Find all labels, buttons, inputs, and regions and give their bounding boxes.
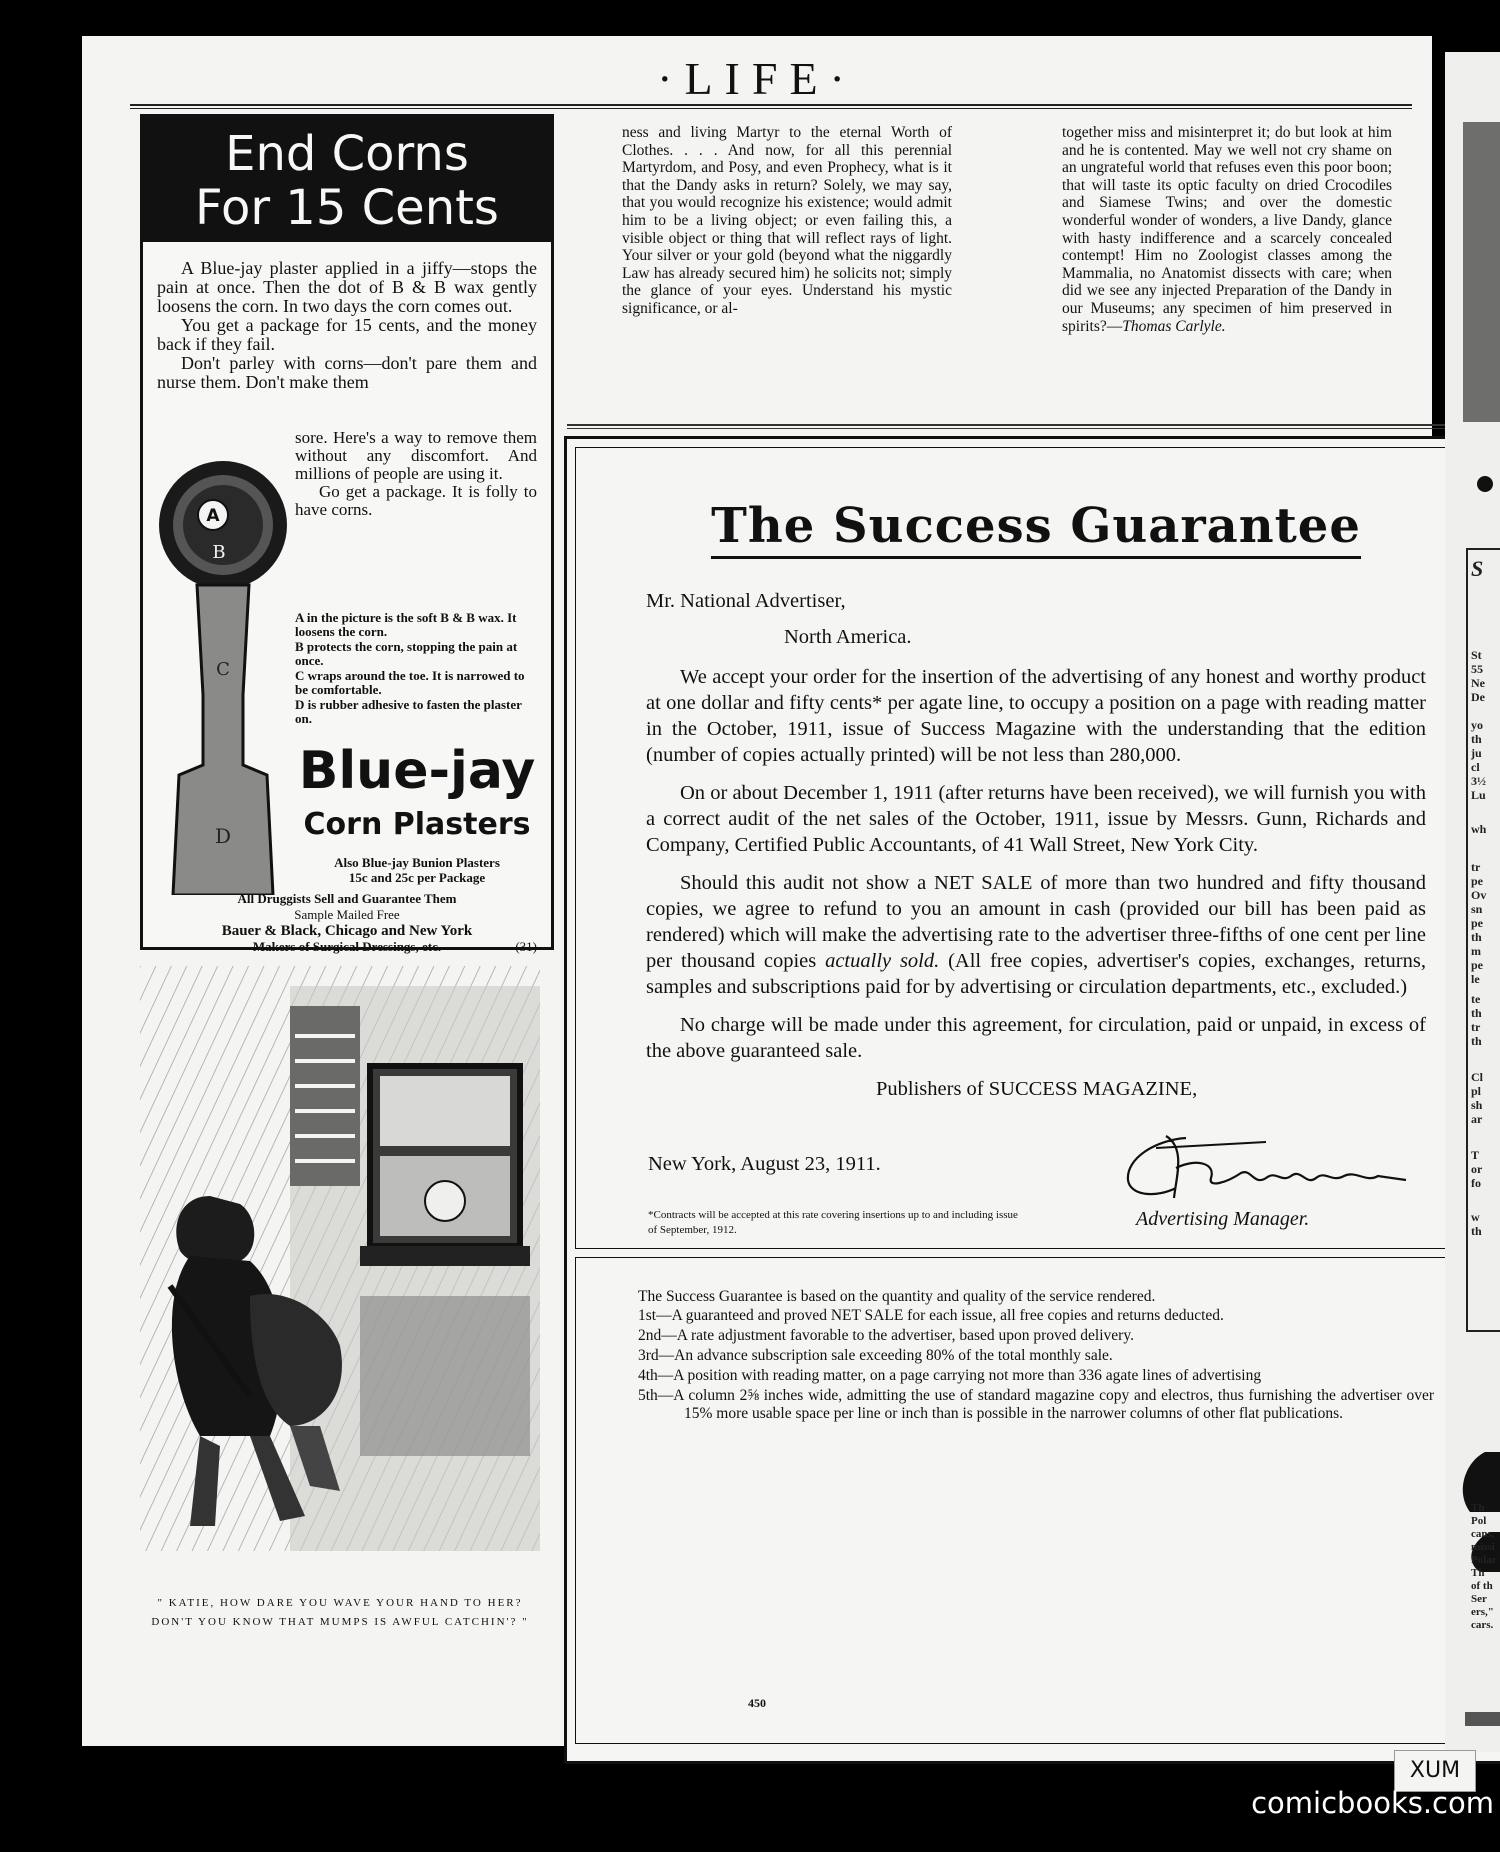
headline-line1: End Corns: [225, 126, 469, 182]
guarantee-footnote: *Contracts will be accepted at this rate covering insertions up to and including issue of September, 1912.: [648, 1209, 1018, 1236]
also-line: 15c and 25c per Package: [348, 870, 486, 885]
guarantee-letter: [575, 447, 1497, 1249]
bluejay-brand: Blue-jay: [298, 741, 536, 801]
carlyle-column-2: [1062, 124, 1392, 335]
maker-line: Bauer & Black, Chicago and New York: [221, 923, 473, 939]
bluejay-para: Don't parley with corns—don't pare them and nurse them. Don't make them: [157, 353, 537, 392]
basis-item: 4th—A position with reading matter, on a page carrying not more than 336 agate lines of advertising: [638, 1367, 1262, 1384]
masthead-rule: [130, 104, 1412, 109]
right-fragment: tr pe Ov sn pe th m pe le: [1471, 860, 1487, 986]
success-guarantee-ad: [564, 436, 1500, 1764]
guarantee-basis-box: [575, 1257, 1497, 1744]
druggists-line: All Druggists Sell and Guarantee Them: [237, 891, 457, 906]
right-fragment: St 55 Ne De: [1471, 648, 1485, 704]
guarantee-body: [646, 588, 1426, 1114]
signature: [1116, 1128, 1416, 1208]
publishers-line: Publishers of SUCCESS MAGAZINE,: [876, 1078, 1198, 1100]
legend-item: C wraps around the toe. It is narrowed to be comfortable.: [295, 668, 525, 697]
carlyle-author: Thomas Carlyle.: [1122, 317, 1226, 335]
salutation-place: North America.: [784, 626, 912, 648]
makers-line: Makers of Surgical Dressings, etc.: [252, 939, 442, 954]
xum-tag: XUM: [1394, 1750, 1476, 1792]
bluejay-ad: [140, 114, 554, 954]
guarantee-para: On or about December 1, 1911 (after returns have been received), we will furnish you with a correct audit of the net sales of the October, 1911, issue by Messrs. Gunn, Richards and Company, Certified Public Accountants, of 41 Wall Street, New York City.: [646, 782, 1426, 856]
carlyle-column-1: ness and living Martyr to the eternal Worth of Clothes. . . . And now, for all this perennial Martyrdom, and Posy, and even Prophecy, what is it that the Dandy asks in return? Solely, we may say, that you would recognize his existence; would admit him to be a living object; or even failing this, a visible object or thing that will reflect rays of light. Your silver or your gold (beyond what the niggardly Law has already secured him) he solicits not; simply the glance of your eyes. Understand his mystic significance, or al-: [622, 124, 952, 317]
bluejay-para: You get a package for 15 cents, and the money back if they fail.: [157, 315, 537, 354]
bluejay-para: sore. Here's a way to remove them without any discomfort. And millions of people are using it.: [295, 428, 537, 483]
label-b: B: [212, 542, 226, 563]
guarantee-title-text: The Success Guarantee: [711, 498, 1361, 559]
bluejay-footer: [143, 891, 551, 955]
salutation: Mr. National Advertiser,: [646, 590, 846, 612]
bluejay-right-text: [295, 429, 537, 519]
bluejay-body: [157, 259, 537, 392]
right-fragment: S: [1471, 556, 1484, 581]
basis-item: 3rd—An advance subscription sale exceeding 80% of the total monthly sale.: [638, 1347, 1113, 1364]
watermark: comicbooks.com: [1251, 1786, 1494, 1820]
para-emphasis: actually sold.: [825, 950, 940, 972]
guarantee-para: We accept your order for the insertion of the advertising of any honest and worthy product at one dollar and fifty cents* per agate line, to occupy a position on a page with reading matter in the October, 1911, issue of Success Magazine with the understanding that the edition (number of copies actually printed) will be not less than 280,000.: [646, 666, 1426, 766]
right-fragment: Th Pol cans, missi Polar Th of th Ser ers," cars.: [1471, 1502, 1497, 1631]
right-fragment: T or fo: [1471, 1148, 1483, 1190]
carlyle-text: together miss and misinterpret it; do but look at him and he is contented. May we well not cry shame on an ungrateful world that refuses even this poor boon; that will taste its optic faculty on dried Crocodiles and Siamese Twins; and over the domestic wonderful wonder of wonders, a live Dandy, glance with hasty indifference and a scarcely concealed contempt! Him no Zoologist classes among the Mammalia, no Anatomist dissects with care; when did we see any injected Preparation of the Dandy in our Museums; any specimen of him preserved in spirits?—: [1062, 124, 1392, 335]
basis-item: 5th—A column 2⅝ inches wide, admitting the use of standard magazine copy and electros, thus furnishing the advertiser over 15% more usable space per line or inch than is possible in the narrower columns of other flat publications.: [638, 1387, 1434, 1422]
plaster-illustration: [157, 435, 289, 895]
right-fragment: te th tr th: [1471, 992, 1482, 1048]
guarantee-date: New York, August 23, 1911.: [648, 1153, 881, 1175]
facing-page-edge: [1445, 52, 1500, 1752]
cartoon-caption: " KATIE, HOW DARE YOU WAVE YOUR HAND TO HER? DON'T YOU KNOW THAT MUMPS IS AWFUL CATCHIN'? ": [151, 1597, 529, 1628]
also-line: Also Blue-jay Bunion Plasters: [334, 855, 500, 870]
page-number: 450: [748, 1696, 766, 1710]
headline-line2: For 15 Cents: [195, 180, 499, 236]
section-rule: [567, 424, 1500, 429]
cartoon-illustration: [140, 966, 540, 1551]
right-fragment: w th: [1471, 1210, 1482, 1238]
ad-code: (31): [515, 939, 537, 954]
label-a: A: [206, 506, 220, 526]
advertising-manager: Advertising Manager.: [1136, 1208, 1310, 1230]
basis-intro: The Success Guarantee is based on the quantity and quality of the service rendered.: [638, 1288, 1156, 1305]
basis-item: 2nd—A rate adjustment favorable to the advertiser, based upon proved delivery.: [638, 1327, 1134, 1344]
sample-line: Sample Mailed Free: [294, 907, 400, 922]
right-fragment: Cl pl sh ar: [1471, 1070, 1483, 1126]
right-fragment: yo th ju cl 3½ Lu: [1471, 718, 1486, 802]
legend-item: D is rubber adhesive to fasten the plaster on.: [295, 697, 522, 726]
para-part: (All free copies, advertiser's copies, exchanges, returns, samples and subscriptions paid for by advertising or circulation departments, etc., excluded.): [646, 950, 1426, 998]
bluejay-para: A Blue-jay plaster applied in a jiffy—stops the pain at once. Then the dot of B & B wax gently loosens the corn. In two days the corn comes out.: [157, 258, 537, 316]
masthead: ·LIFE·: [657, 53, 857, 104]
guarantee-basis: [638, 1288, 1434, 1425]
bluejay-also: [293, 855, 541, 885]
para-part: Should this audit not show a NET SALE of more than two hundred and fifty thousand copies, we agree to refund to you an amount in cash (provided our bill has been paid as rendered) which will make the advertising rate to the advertiser three-fifths of one cent per line per thousand copies: [646, 872, 1426, 972]
bluejay-para: Go get a package. It is folly to have corns.: [295, 482, 537, 519]
guarantee-para: [646, 870, 1426, 1000]
makers-row: [143, 939, 551, 955]
legend-item: A in the picture is the soft B & B wax. It loosens the corn.: [295, 610, 517, 639]
guarantee-title: [576, 498, 1496, 554]
legend-item: B protects the corn, stopping the pain at once.: [295, 639, 518, 668]
right-fragment: wh: [1471, 822, 1487, 836]
guarantee-para: No charge will be made under this agreement, for circulation, paid or unpaid, in excess of the above guaranteed sale.: [646, 1014, 1426, 1062]
basis-item: 1st—A guaranteed and proved NET SALE for each issue, all free copies and returns deducted.: [638, 1307, 1224, 1324]
bluejay-legend: [295, 611, 537, 727]
bluejay-product: Corn Plasters: [303, 807, 531, 842]
label-c: C: [216, 659, 230, 680]
label-d: D: [214, 824, 232, 848]
bluejay-headline: [143, 117, 551, 242]
magazine-page: [82, 36, 1432, 1746]
